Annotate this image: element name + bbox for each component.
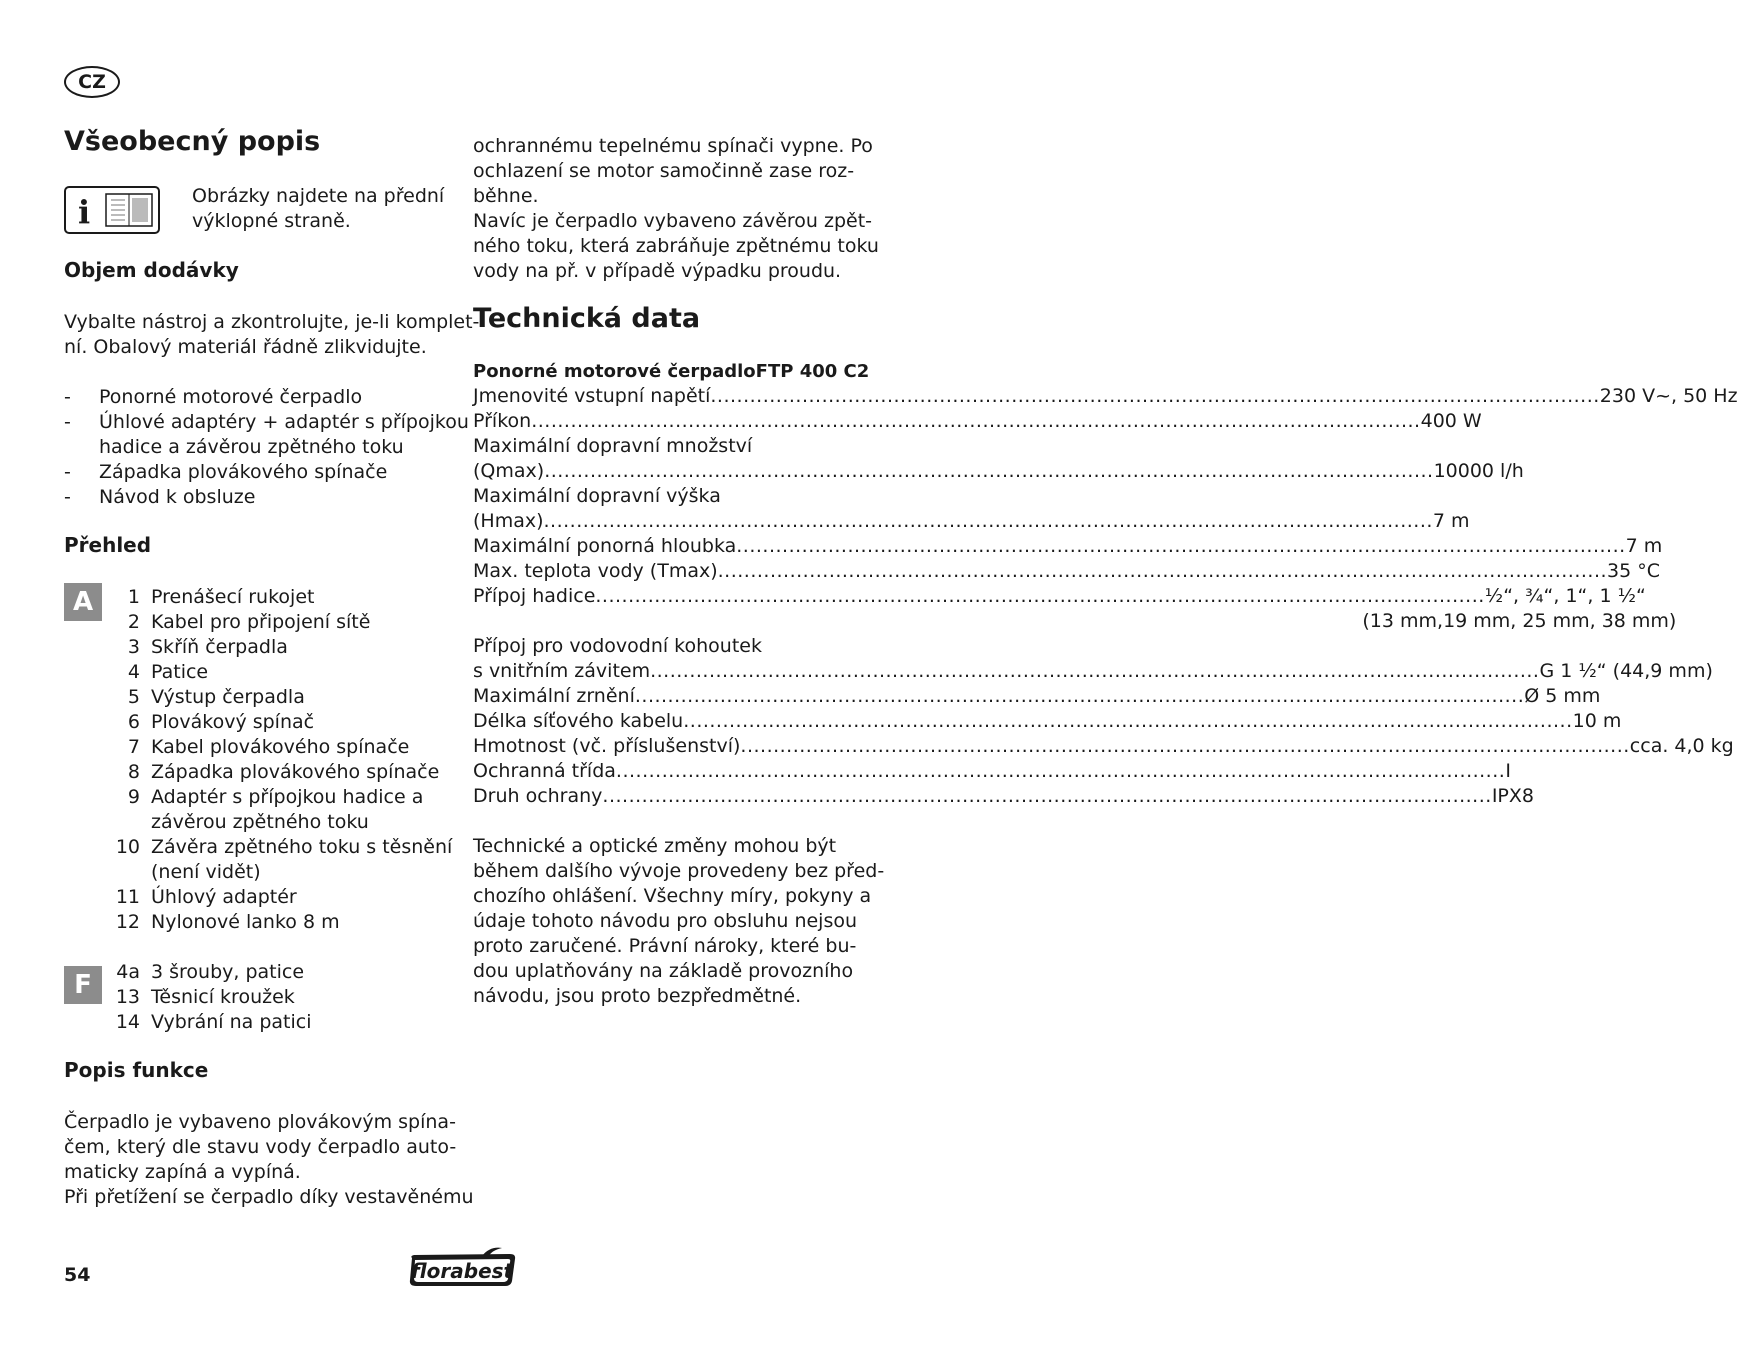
list-item: - Západka plovákového spínače: [64, 461, 388, 483]
overview-list-f: [110, 960, 455, 1035]
function-text: Čerpadlo je vybaveno plovákovým spína- čem, který dle stavu vody čerpadlo auto- maticky zapíná a vypíná. Při přetížení se čerpadlo díky vestavěnému: [64, 1111, 474, 1208]
tech-row: Přípoj pro vodovodní kohoutek: [473, 635, 762, 657]
info-book-icon: [64, 186, 160, 234]
function-text-continued: ochrannému tepelnému spínači vypne. Po ochlazení se motor samočinně zase roz- běhne. Navíc je čerpadlo vybaveno závěrou zpět- ného toku, která zabráňuje zpětnému toku vody na př. v případě výpadku proudu.: [473, 135, 879, 282]
list-item: 14 Vybrání na patici: [115, 1011, 312, 1033]
list-item: 7 Kabel plovákového spínače: [127, 736, 410, 758]
tech-row: Hmotnost (vč. příslušenství) ..... cca. 4,0 kg: [473, 734, 856, 759]
tech-row: (Qmax) ..... 10000 l/h: [473, 459, 856, 484]
list-item: - Úhlové adaptéry + adaptér s přípojkou hadice a závěrou zpětného toku: [64, 411, 469, 458]
tech-row: Maximální ponorná hloubka ..... 7 m: [473, 534, 856, 559]
tech-note: Technické a optické změny mohou být během dalšího vývoje provedeny bez před- chozího ohlášení. Všechny míry, pokyny a údaje tohoto návodu pro obsluhu nejsou proto zaručené. Právní nároky, které bu- dou uplatňovány na základě provozního návodu, jsou proto bezpředmětné.: [473, 835, 885, 1007]
list-item: 5 Výstup čerpadla: [127, 686, 305, 708]
scope-intro: Vybalte nástroj a zkontrolujte, je-li komplet- ní. Obalový materiál řádně zlikvidujte.: [64, 311, 480, 358]
list-item: 9 Adaptér s přípojkou hadice a závěrou zpětného toku: [127, 786, 424, 833]
figure-marker-a: A: [64, 583, 102, 621]
info-text: Obrázky najdete na přední výklopné straně.: [192, 185, 445, 232]
tech-data-table: [473, 359, 1738, 809]
tech-row: s vnitřním závitem ..... G 1 ½“ (44,9 mm): [473, 659, 856, 684]
overview-list-a: [110, 585, 455, 935]
list-item: 6 Plovákový spínač: [127, 711, 315, 733]
logo-text: florabest: [410, 1259, 514, 1283]
tech-row: (13 mm,19 mm, 25 mm, 38 mm): [1362, 610, 1677, 632]
tech-row: Ponorné motorové čerpadlo FTP 400 C2: [473, 361, 870, 382]
tech-row: Přípoj hadice ..... ½“, ¾“, 1“, 1 ½“: [473, 584, 856, 609]
tech-row: Maximální zrnění ..... Ø 5 mm: [473, 684, 856, 709]
scope-list: [64, 385, 469, 510]
tech-row: Max. teplota vody (Tmax) ..... 35 °C: [473, 559, 856, 584]
list-item: 1 Prenášecí rukojet: [127, 586, 315, 608]
list-item: 2 Kabel pro připojení sítě: [127, 611, 371, 633]
florabest-logo: [406, 1246, 518, 1288]
tech-row: Druh ochrany ..... IPX8: [473, 784, 856, 809]
tech-row: Příkon ..... 400 W: [473, 409, 856, 434]
language-badge: CZ: [64, 66, 120, 98]
tech-row: Délka síťového kabelu ..... 10 m: [473, 709, 856, 734]
figure-marker-f: F: [64, 966, 102, 1004]
list-item: 8 Západka plovákového spínače: [127, 761, 440, 783]
list-item: - Ponorné motorové čerpadlo: [64, 386, 363, 408]
tech-row: Maximální dopravní výška: [473, 485, 721, 507]
list-item: 13 Těsnicí kroužek: [115, 986, 295, 1008]
page-number: 54: [64, 1264, 91, 1286]
tech-row: Jmenovité vstupní napětí ..... 230 V~, 50 Hz: [473, 384, 856, 409]
list-item: 3 Skříň čerpadla: [127, 636, 288, 658]
list-item: - Návod k obsluze: [64, 486, 256, 508]
list-item: 11 Úhlový adaptér: [115, 886, 297, 908]
list-item: 12 Nylonové lanko 8 m: [115, 911, 340, 933]
heading-overview: Přehled: [64, 533, 152, 557]
list-item: 4a 3 šrouby, patice: [116, 961, 305, 983]
heading-scope-of-delivery: Objem dodávky: [64, 258, 239, 282]
section-title-tech-data: Technická data: [473, 303, 701, 334]
svg-text:i: i: [78, 193, 91, 231]
tech-row: Maximální dopravní množství: [473, 435, 753, 457]
tech-row: Ochranná třída ..... I: [473, 759, 856, 784]
section-title-general: Všeobecný popis: [64, 126, 321, 157]
tech-row: (Hmax) ..... 7 m: [473, 509, 856, 534]
list-item: 10 Závěra zpětného toku s těsnění (není vidět): [115, 836, 453, 883]
heading-function: Popis funkce: [64, 1058, 209, 1082]
list-item: 4 Patice: [127, 661, 209, 683]
